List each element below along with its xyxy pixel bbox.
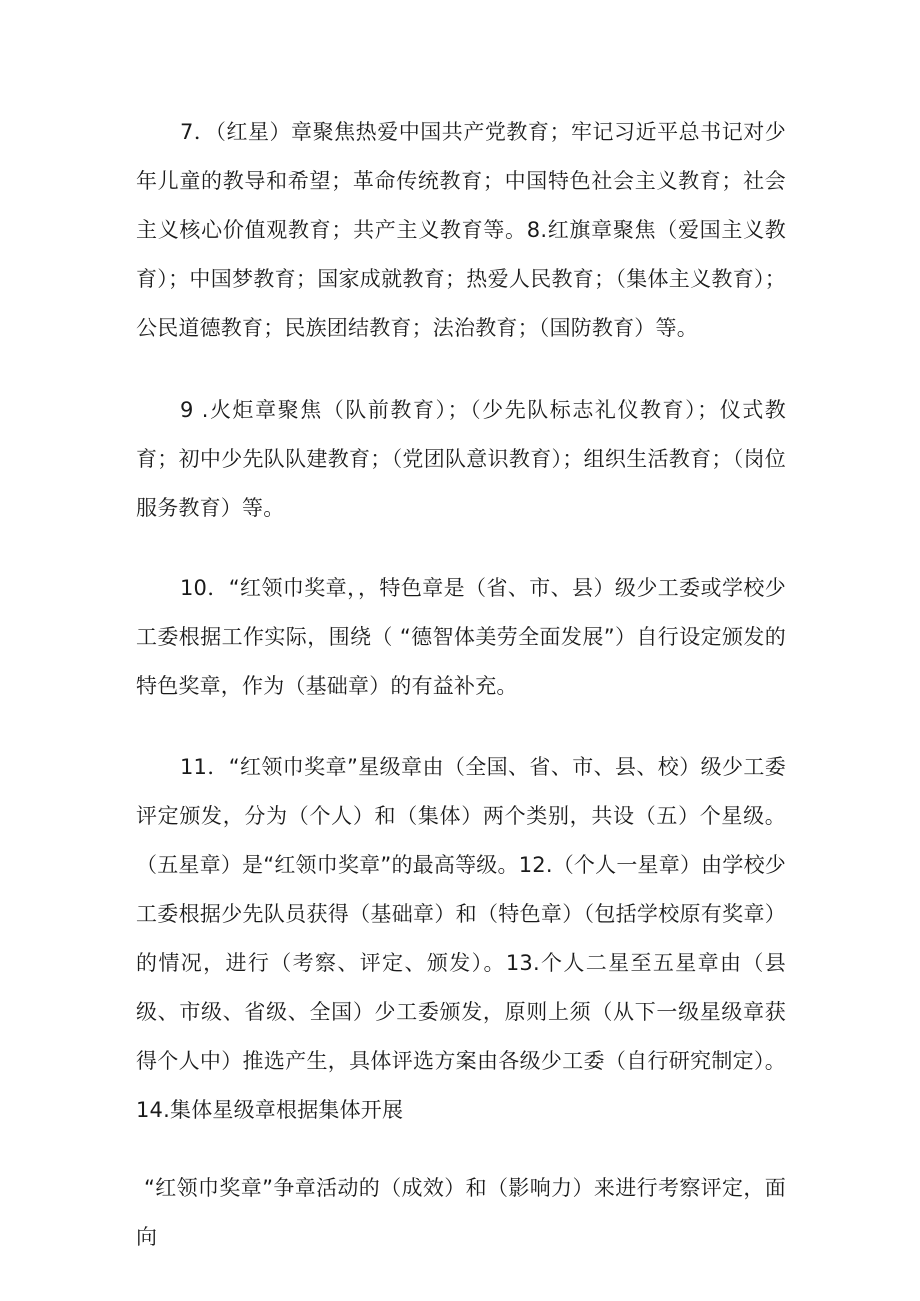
paragraph-9: 9 .火炬章聚焦（队前教育）；（少先队标志礼仪教育）；仪式教育；初中少先队队建教育；（党团队意识教育）；组织生活教育；（岗位服务教育）等。 <box>136 398 786 520</box>
paragraph-11-14: 11．“红领巾奖章”星级章由（全国、省、市、县、校）级少工委评定颁发，分为（个人）和（集体）两个类别，共设（五）个星级。（五星章）是“红领巾奖章”的最高等级。12.（个人一星章）由学校少工委根据少先队员获得（基础章）和（特色章）（包括学校原有奖章）的情况，进行（考察、评定、颁发）。13.个人二星至五星章由（县级、市级、省级、全国）少工委颁发，原则上须（从下一级星级章获得个人中）推选产生，具体评选方案由各级少工委（自行研究制定）。14.集体星级章根据集体开展 <box>136 755 786 1122</box>
paragraph-7-8: 7．（红星）章聚焦热爱中国共产党教育；牢记习近平总书记对少年儿童的教导和希望；革命传统教育；中国特色社会主义教育；社会主义核心价值观教育；共产主义教育等。8.红旗章聚焦（爱国主义教育）；中国梦教育；国家成就教育；热爱人民教育；（集体主义教育）；公民道德教育；民族团结教育；法治教育；（国防教育）等。 <box>136 120 786 340</box>
paragraph-10: 10．“红领巾奖章，，特色章是（省、市、县）级少工委或学校少工委根据工作实际，围绕（ “德智体美劳全面发展”）自行设定颁发的特色奖章，作为（基础章）的有益补充。 <box>136 576 786 698</box>
paragraph-continuation: “红领巾奖章”争章活动的（成效）和（影响力）来进行考察评定，面向 <box>136 1176 786 1249</box>
